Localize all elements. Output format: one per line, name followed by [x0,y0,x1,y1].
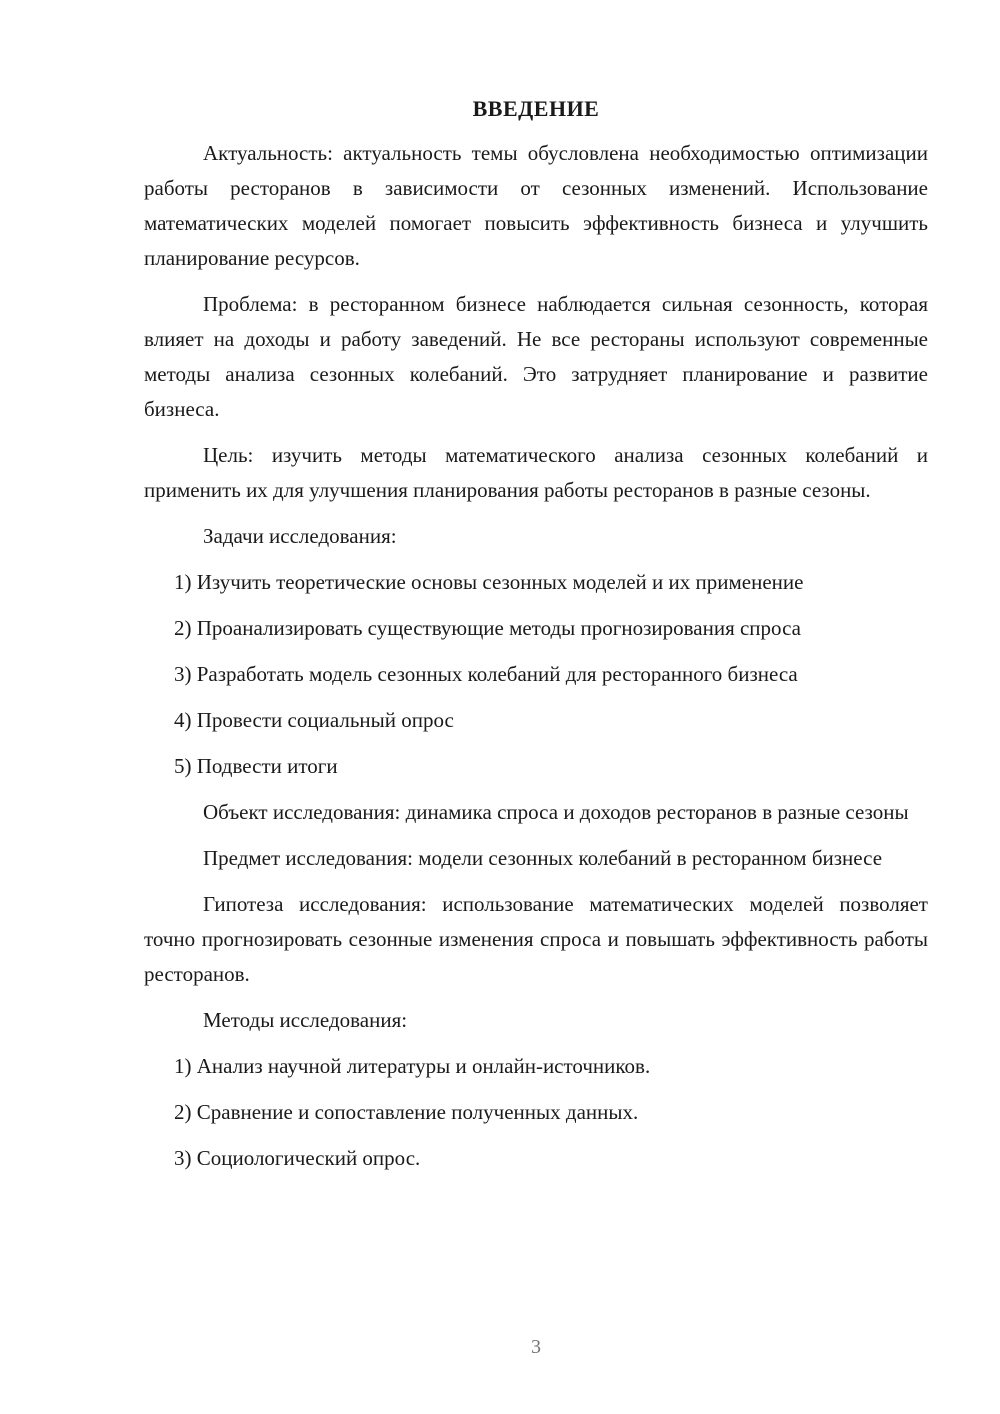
methods-list [144,1049,928,1176]
list-item: 1) Изучить теоретические основы сезонных моделей и их применение [174,570,804,594]
methods-heading: Методы исследования: [203,1008,408,1032]
tasks-list [144,565,928,784]
list-item: 2) Проанализировать существующие методы прогнозирования спроса [174,616,801,640]
tasks-heading: Задачи исследования: [203,524,397,548]
list-item: 4) Провести социальный опрос [174,708,454,732]
hypothesis-paragraph: Гипотеза исследования: использование математических моделей позволяет точно прогнозировать сезонные изменения спроса и повышать эффективность работы ресторанов. [144,892,928,986]
list-item: 5) Подвести итоги [174,754,338,778]
document-page [144,94,928,1187]
list-item: 1) Анализ научной литературы и онлайн-источников. [174,1054,651,1078]
page-number: 3 [531,1336,541,1358]
goal-paragraph: Цель: изучить методы математического анализа сезонных колебаний и применить их для улучшения планирования работы ресторанов в разные сезоны. [144,443,928,502]
list-item: 3) Социологический опрос. [174,1146,421,1170]
list-item: 3) Разработать модель сезонных колебаний для ресторанного бизнеса [174,662,798,686]
list-item: 2) Сравнение и сопоставление полученных данных. [174,1100,639,1124]
subject-paragraph: Предмет исследования: модели сезонных колебаний в ресторанном бизнесе [203,846,883,870]
relevance-paragraph: Актуальность: актуальность темы обусловлена необходимостью оптимизации работы ресторанов в зависимости от сезонных изменений. Использование математических моделей помогает повысить эффективность бизнеса и улучшить планирование ресурсов. [144,141,928,270]
object-paragraph: Объект исследования: динамика спроса и доходов ресторанов в разные сезоны [203,800,909,824]
section-title: ВВЕДЕНИЕ [472,96,600,121]
problem-paragraph: Проблема: в ресторанном бизнесе наблюдается сильная сезонность, которая влияет на доходы и работу заведений. Не все рестораны используют современные методы анализа сезонных колебаний. Это затрудняет планирование и развитие бизнеса. [144,292,928,421]
